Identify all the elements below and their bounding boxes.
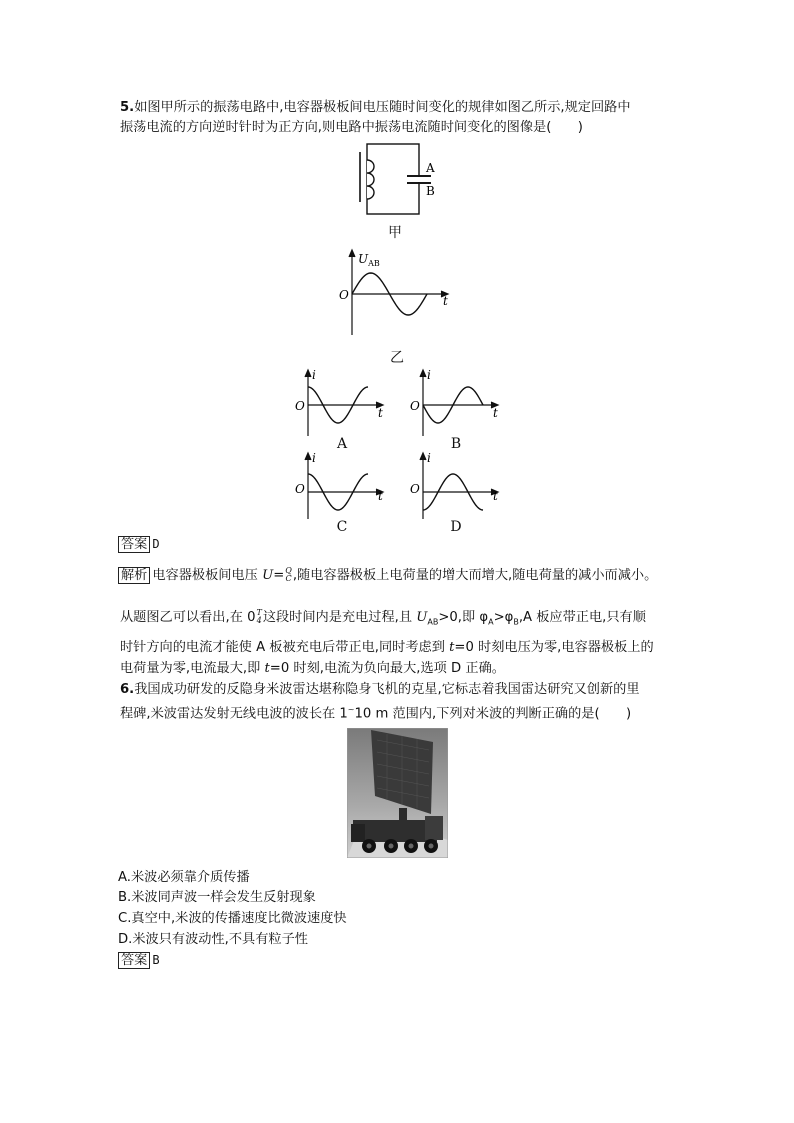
option-b-x-label: t xyxy=(493,406,498,420)
option-a-y-label: i xyxy=(312,368,316,382)
option-d-letter: D xyxy=(450,519,462,535)
q5-analysis-line2: 从题图乙可以看出,在 0 T 4 这段时间内是充电过程,且 $U_{AB}>0$,即 $\varphi_A>\varphi_B,A$ 板应带正电,只有顺 xyxy=(120,608,646,627)
q5-analysis-line3: 时针方向的电流才能使 A 板被充电后带正电,同时考虑到 t=0 时刻电压为零,电容器极板上的 xyxy=(120,640,654,655)
radar-truck-body xyxy=(353,820,437,842)
option-b-y-label: i xyxy=(427,368,431,382)
option-a-origin: O xyxy=(295,399,305,413)
figure-jia-caption: 甲 xyxy=(388,225,402,241)
option-a-letter: A xyxy=(336,436,348,452)
q5-analysis-label: 解析 xyxy=(118,567,150,584)
option-b-graph xyxy=(407,367,502,439)
q6-option-d: D.米波只有波动性,不具有粒子性 xyxy=(118,932,308,947)
q5-stem-line1: 5.如图甲所示的振荡电路中,电容器极板间电压随时间变化的规律如图乙所示,规定回路中 xyxy=(120,100,631,115)
option-d-y-label: i xyxy=(427,451,431,465)
q6-stem-line2: 程碑,米波雷达发射无线电波的波长在 1~10 m 范围内,下列对米波的判断正确的是( ) xyxy=(120,705,632,722)
inductor-coil xyxy=(367,160,374,199)
option-d-graph xyxy=(407,450,502,522)
q6-answer-line xyxy=(118,950,160,971)
q5-answer-value: D xyxy=(152,537,160,551)
circuit-loop-wire xyxy=(367,144,419,214)
q5-fraction-t-over-4: T 4 xyxy=(256,608,262,625)
uab-x-label: t xyxy=(443,294,448,308)
lc-circuit-diagram xyxy=(352,140,442,222)
q6-number: 6. xyxy=(120,682,135,697)
q5-stem-line2: 振荡电流的方向逆时针时为正方向,则电路中振荡电流随时间变化的图像是( ) xyxy=(120,120,583,135)
q6-option-a: A.米波必须靠介质传播 xyxy=(118,870,250,885)
uab-y-label: U xyxy=(358,252,369,266)
option-b-letter: B xyxy=(450,436,462,452)
q6-answer-label: 答案 xyxy=(118,952,150,969)
svg-text:UAB xyxy=(358,252,380,268)
option-c-origin: O xyxy=(295,482,305,496)
q5-number: 5. xyxy=(120,100,135,115)
radar-photo xyxy=(347,728,448,858)
q6-answer-value: B xyxy=(152,953,160,967)
q5-analysis-line4: 电荷量为零,电流最大,即 t=0 时刻,电流为负向最大,选项 D 正确。 xyxy=(120,661,505,676)
figure-yi-caption: 乙 xyxy=(390,350,404,366)
q5-answer-line xyxy=(118,534,160,555)
q6-option-b: B.米波同声波一样会发生反射现象 xyxy=(118,890,316,905)
q6-option-c: C.真空中,米波的传播速度比微波速度快 xyxy=(118,911,347,926)
option-a-x-label: t xyxy=(378,406,383,420)
option-b-origin: O xyxy=(410,399,420,413)
uab-origin-label: O xyxy=(339,288,349,302)
uab-y-subscript: AB xyxy=(368,259,380,268)
q5-fraction-q-over-c: Q C xyxy=(285,566,292,583)
capacitor-label-b: B xyxy=(426,184,435,198)
option-c-graph xyxy=(292,450,387,522)
q5-answer-label: 答案 xyxy=(118,536,150,553)
capacitor-label-a: A xyxy=(426,161,435,175)
uab-graph xyxy=(335,245,455,340)
uab-y-arrow xyxy=(349,250,355,257)
option-c-y-label: i xyxy=(312,451,316,465)
option-c-x-label: t xyxy=(378,489,383,503)
q5-analysis-line1: 解析 电容器极板间电压 U= Q C ,随电容器极板上电荷量的增大而增大,随电荷量的减小而减小。 xyxy=(118,566,657,586)
option-d-x-label: t xyxy=(493,489,498,503)
option-c-letter: C xyxy=(336,519,348,535)
option-a-graph xyxy=(292,367,387,439)
q6-stem-line1: 6.我国成功研发的反隐身米波雷达堪称隐身飞机的克星,它标志着我国雷达研究又创新的里 xyxy=(120,682,640,697)
option-d-origin: O xyxy=(410,482,420,496)
